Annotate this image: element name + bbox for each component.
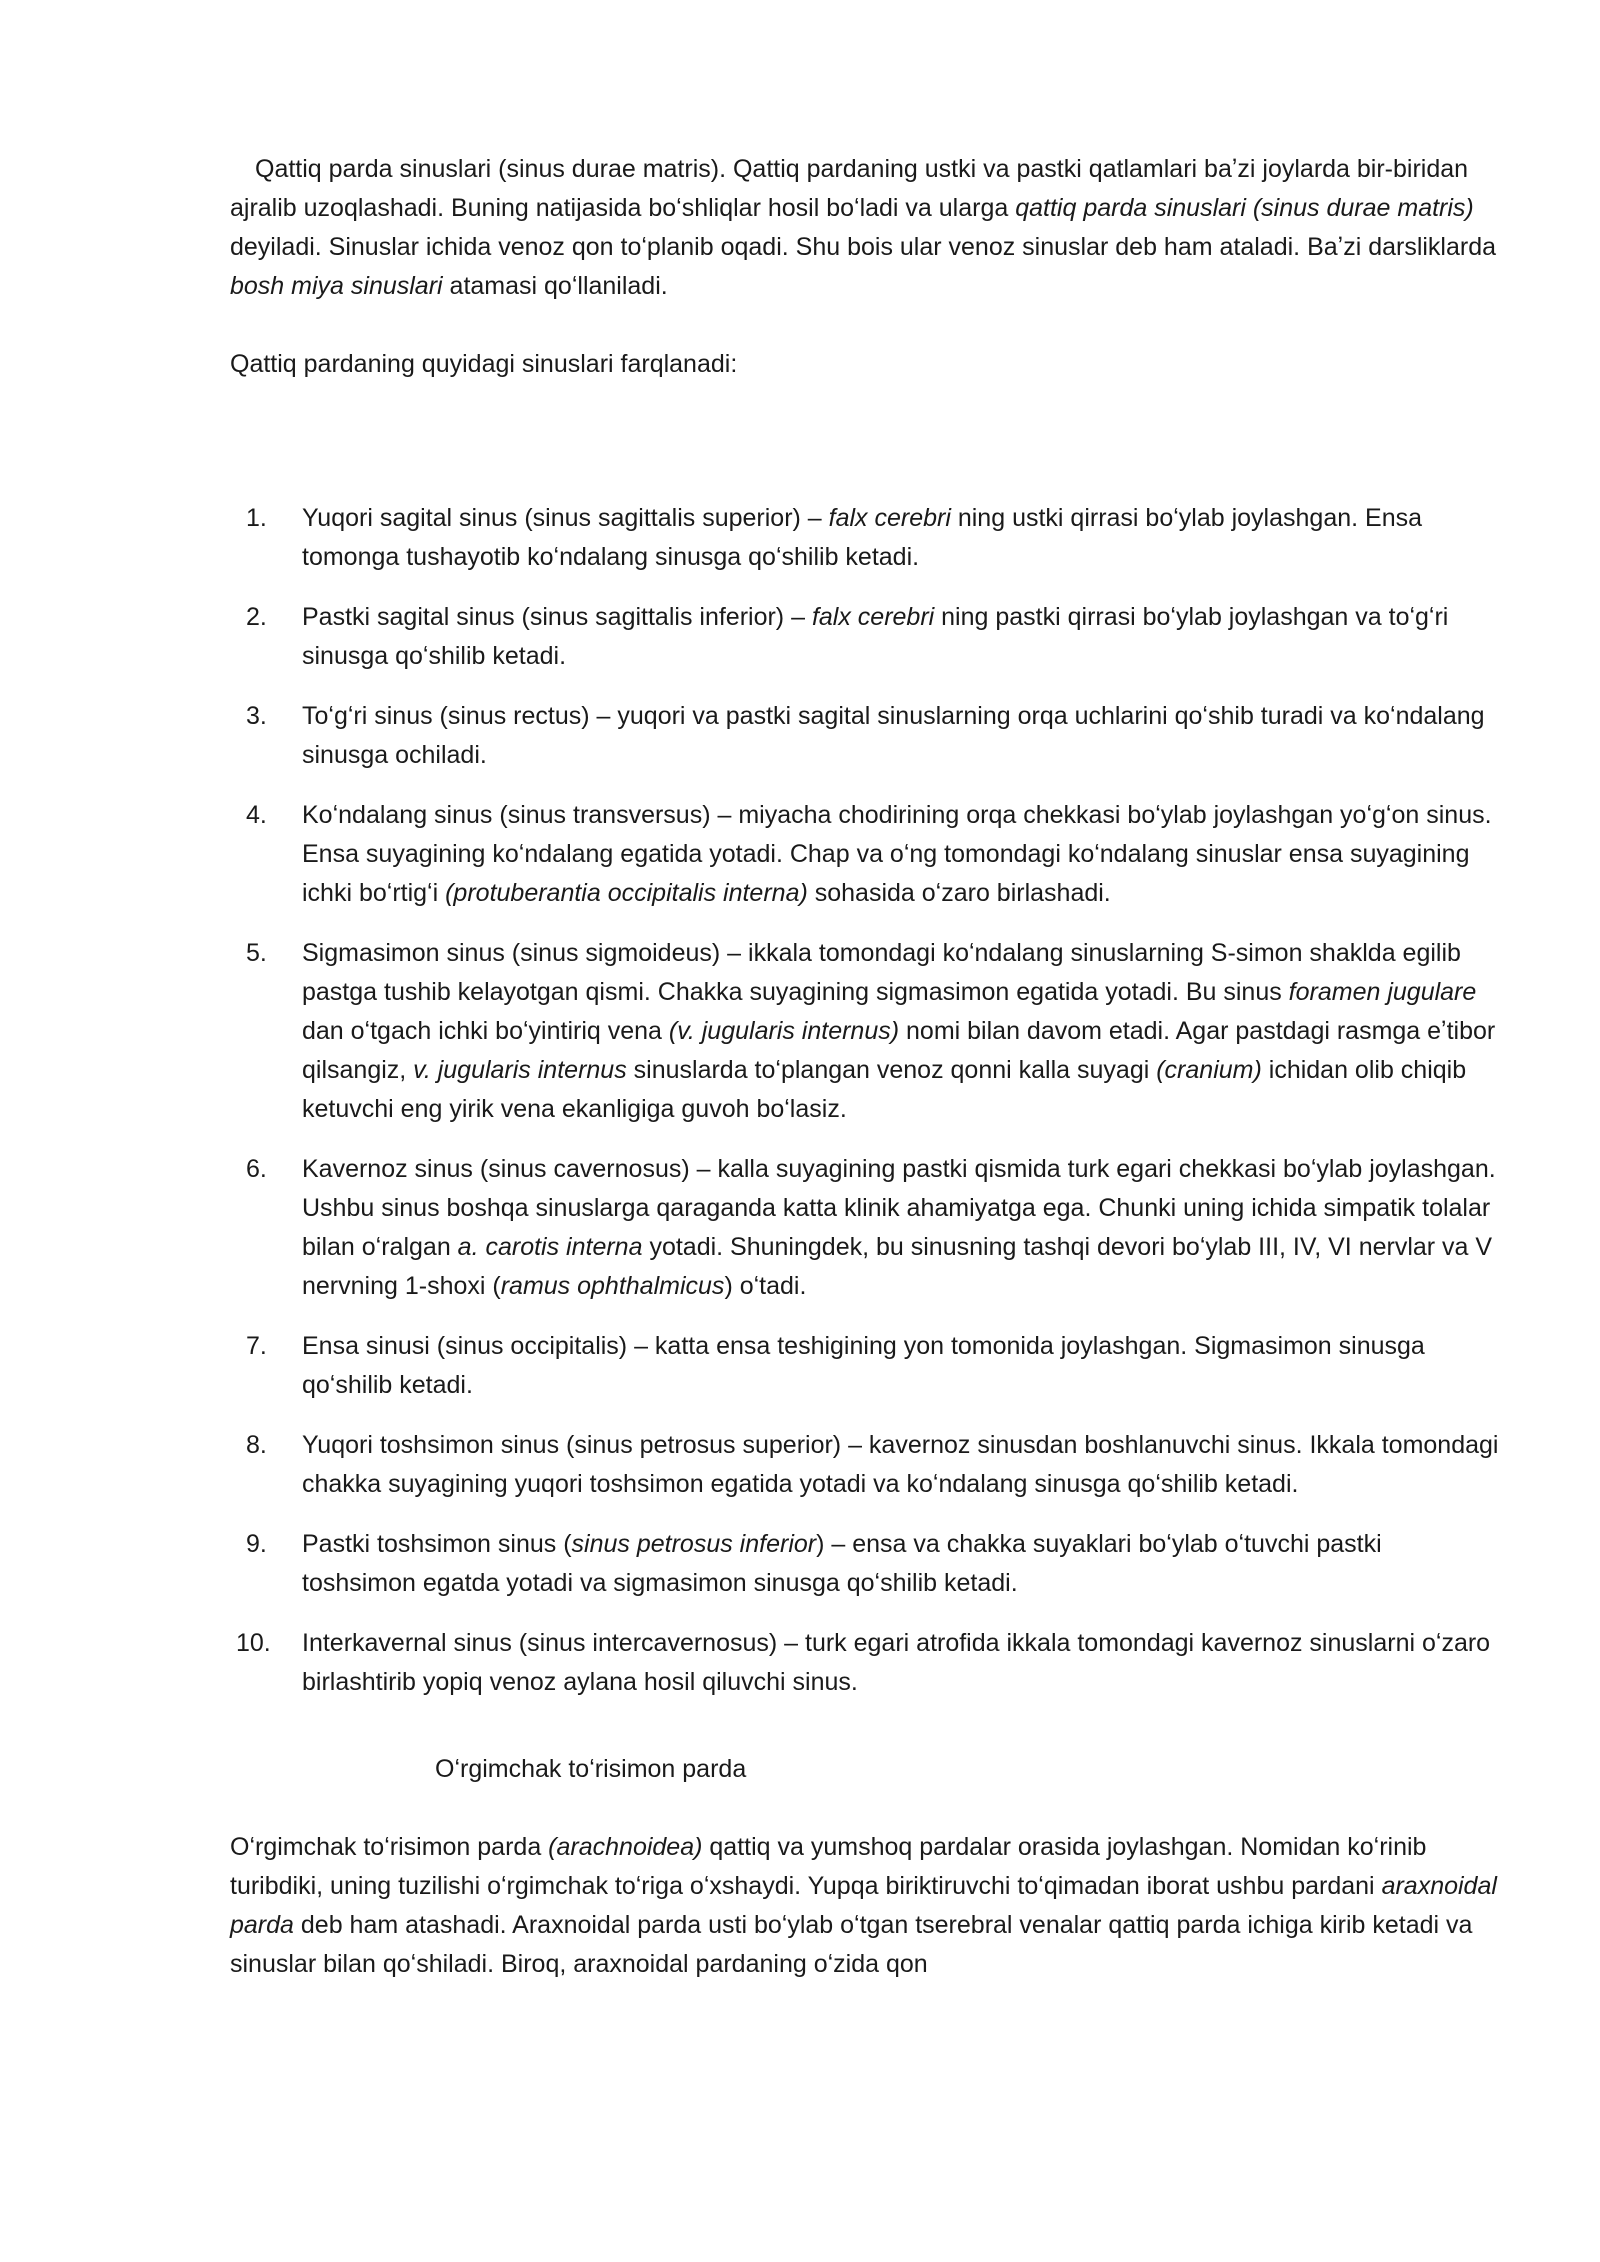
term-italic: v. jugularis internus [413, 1056, 627, 1084]
list-item-text: Kavernoz sinus (sinus cavernosus) – kalla suyagining pastki qismida turk egari chekkasi boʻylab joylashgan. Ushbu sinus boshqa sinuslarga qaraganda katta klinik ahamiyatga ega. Chunki uning ichida simpatik tolalar bilan oʻralgan a. carotis interna yotadi. Shuningdek, bu sinusning tashqi devori boʻylab III, IV, VI nervlar va V nervning 1-shoxi (ramus ophthalmicus) oʻtadi. [302, 1155, 1496, 1300]
list-item [230, 697, 1500, 775]
intro-paragraph [230, 150, 1500, 306]
list-item-text: Pastki sagital sinus (sinus sagittalis inferior) – falx cerebri ning pastki qirrasi boʻylab joylashgan va toʻgʻri sinusga qoʻshilib ketadi. [302, 603, 1449, 670]
list-number: 7. [246, 1332, 267, 1360]
list-item-text: Koʻndalang sinus (sinus transversus) – miyacha chodirining orqa chekkasi boʻylab joylashgan yoʻgʻon sinus. Ensa suyagining koʻndalang egatida yotadi. Chap va oʻng tomondagi koʻndalang sinuslar ensa suyagining ichki boʻrtigʻi (protuberantia occipitalis interna) sohasida oʻzaro birlashadi. [302, 801, 1492, 907]
list-number: 6. [246, 1155, 267, 1183]
term-italic: falx cerebri [828, 504, 951, 532]
term-italic: a. carotis interna [457, 1233, 643, 1261]
list-item [230, 796, 1500, 913]
list-number: 10. [236, 1629, 271, 1657]
text-run: Qattiq parda sinuslari (sinus durae matris). Qattiq pardaning ustki va pastki qatlamlari baʼzi joylarda bir-biridan ajralib uzoqlashadi. Buning natijasida boʻshliqlar hosil boʻladi va ularga [230, 155, 1469, 222]
list-item [230, 1426, 1500, 1504]
text-run: deyiladi. Sinuslar ichida venoz qon toʻplanib oqadi. Shu bois ular venoz sinuslar deb ham ataladi. Baʼzi darsliklarda [230, 233, 1497, 261]
list-number: 2. [246, 603, 267, 631]
term-italic: ramus ophthalmicus [500, 1272, 725, 1300]
term-italic: (cranium) [1156, 1056, 1262, 1084]
list-item-text: Toʻgʻri sinus (sinus rectus) – yuqori va pastki sagital sinuslarning orqa uchlarini qoʻshib turadi va koʻndalang sinusga ochiladi. [302, 702, 1485, 769]
list-number: 9. [246, 1530, 267, 1558]
list-item-text: Interkavernal sinus (sinus intercavernosus) – turk egari atrofida ikkala tomondagi kavernoz sinuslarni oʻzaro birlashtirib yopiq venoz aylana hosil qiluvchi sinus. [302, 1629, 1491, 1696]
list-item-text: Pastki toshsimon sinus (sinus petrosus inferior) – ensa va chakka suyaklari boʻylab oʻtuvchi pastki toshsimon egatda yotadi va sigmasimon sinusga qoʻshilib ketadi. [302, 1530, 1382, 1597]
term-italic: (v. jugularis internus) [668, 1017, 900, 1045]
text-run: atamasi qoʻllaniladi. [442, 272, 668, 300]
list-number: 1. [246, 504, 267, 532]
list-item [230, 1525, 1500, 1603]
list-item-text: Sigmasimon sinus (sinus sigmoideus) – ikkala tomondagi koʻndalang sinuslarning S-simon shaklda egilib pastga tushib kelayotgan qismi. Chakka suyagining sigmasimon egatida yotadi. Bu sinus foramen jugulare dan oʻtgach ichki boʻyintiriq vena (v. jugularis internus) nomi bilan davom etadi. Agar pastdagi rasmga eʼtibor qilsangiz, v. jugularis internus sinuslarda toʻplangan venoz qonni kalla suyagi (cranium) ichidan olib chiqib ketuvchi eng yirik vena ekanligiga guvoh boʻlasiz. [302, 939, 1496, 1123]
term-italic: foramen jugulare [1288, 978, 1477, 1006]
list-item [230, 1150, 1500, 1306]
term-italic: falx cerebri [811, 603, 935, 631]
list-item-text: Yuqori toshsimon sinus (sinus petrosus superior) – kavernoz sinusdan boshlanuvchi sinus. Ikkala tomondagi chakka suyagining yuqori toshsimon egatida yotadi va koʻndalang sinusga qoʻshilib ketadi. [302, 1431, 1499, 1498]
section-heading: Oʻrgimchak toʻrisimon parda [435, 1755, 747, 1783]
list-item [230, 499, 1500, 577]
list-item-text: Yuqori sagital sinus (sinus sagittalis superior) – falx cerebri ning ustki qirrasi boʻylab joylashgan. Ensa tomonga tushayotib koʻndalang sinusga qoʻshilib ketadi. [302, 504, 1422, 571]
term-italic: araxnoidal parda [230, 1872, 1497, 1939]
term-italic: qattiq parda sinuslari (sinus durae matris) [1015, 194, 1474, 222]
list-item [230, 1624, 1500, 1702]
term-italic: (protuberantia occipitalis interna) [445, 879, 808, 907]
list-number: 3. [246, 702, 267, 730]
list-item [230, 934, 1500, 1129]
list-item-text: Ensa sinusi (sinus occipitalis) – katta ensa teshigining yon tomonida joylashgan. Sigmasimon sinusga qoʻshilib ketadi. [302, 1332, 1425, 1399]
list-number: 4. [246, 801, 267, 829]
term-italic: (arachnoidea) [548, 1833, 703, 1861]
term-italic: bosh miya sinuslari [230, 272, 443, 300]
list-item [230, 598, 1500, 676]
sinus-list [230, 499, 1500, 1702]
list-number: 8. [246, 1431, 267, 1459]
list-lead-paragraph: Qattiq pardaning quyidagi sinuslari farqlanadi: [230, 350, 738, 378]
list-number: 5. [246, 939, 267, 967]
list-item [230, 1327, 1500, 1405]
arachnoid-paragraph: Oʻrgimchak toʻrisimon parda (arachnoidea) qattiq va yumshoq pardalar orasida joylashgan. Nomidan koʻrinib turibdiki, uning tuzilishi oʻrgimchak toʻriga oʻxshaydi. Yupqa biriktiruvchi toʻqimadan iborat ushbu pardani araxnoidal parda deb ham atashadi. Araxnoidal parda usti boʻylab oʻtgan tserebral venalar qattiq parda ichiga kirib ketadi va sinuslar bilan qoʻshiladi. Biroq, araxnoidal pardaning oʻzida qon [230, 1833, 1497, 1978]
term-italic: sinus petrosus inferior [571, 1530, 817, 1558]
